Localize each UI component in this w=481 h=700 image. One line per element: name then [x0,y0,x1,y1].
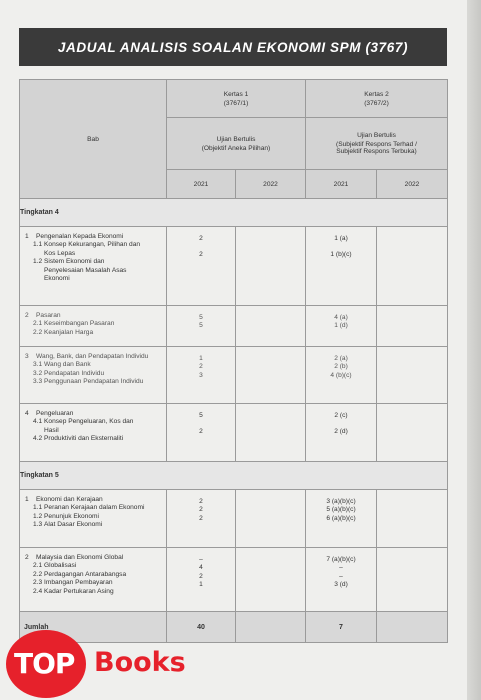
topic-cell: 3 Wang, Bank, dan Pendapatan Individu 3.1 Wang dan Bank 3.2 Pendapatan Individu 3.3 Penggunaan Pendapatan Individu [20,347,167,404]
topic-cell: 1 Pengenalan Kepada Ekonomi 1.1 Konsep Kekurangan, Pilihan dan Kos Lepas 1.2 Sistem Ekonomi dan Penyelesaian Masalah Asas Ekonomi [20,227,167,306]
year-k1-2021: 2021 [167,170,236,199]
k1-2021-values: 5 5 [167,306,236,347]
k1-2021-values: – 4 2 1 [167,548,236,612]
topic-cell: 2 Pasaran 2.1 Keseimbangan Pasaran 2.2 Keanjalan Harga [20,306,167,347]
k2-2021-values: 7 (a)(b)(c) – – 3 (d) [306,548,377,612]
page-edge [467,0,481,700]
k1-2022-values [236,347,306,404]
k1-2021-values: 1 2 3 [167,347,236,404]
table-row [20,306,448,347]
logo-top-text: TOP [14,647,75,680]
k2-2021-values: 1 (a) 1 (b)(c) [306,227,377,306]
k2-2022-values [377,306,448,347]
k1-2021-values: 2 2 2 [167,490,236,548]
section-tingkatan-4: Tingkatan 4 [20,199,448,227]
k2-2022-values [377,404,448,462]
k2-2022-values [377,490,448,548]
table-row [20,404,448,462]
total-label: Jumlah [20,612,167,643]
kertas2-type: Ujian Bertulis (Subjektif Respons Terhad / Subjektif Respons Terbuka) [306,118,448,170]
kertas1-type: Ujian Bertulis (Objektif Aneka Pilihan) [167,118,306,170]
total-k1-2021: 40 [167,612,236,643]
topbooks-logo [6,630,206,692]
k2-2022-values [377,548,448,612]
total-k2-2022 [377,612,448,643]
year-k2-2022: 2022 [377,170,448,199]
section-tingkatan-5: Tingkatan 5 [20,462,448,490]
k1-2021-values: 2 2 [167,227,236,306]
k2-2021-values: 2 (c) 2 (d) [306,404,377,462]
k2-2021-values: 3 (a)(b)(c) 5 (a)(b)(c) 6 (a)(b)(c) [306,490,377,548]
table-row [20,347,448,404]
kertas1-header: Kertas 1 (3767/1) [167,80,306,118]
k1-2022-values [236,490,306,548]
k2-2021-values: 4 (a) 1 (d) [306,306,377,347]
table-row [20,490,448,548]
analysis-table [19,79,448,643]
table-row [20,548,448,612]
page-title: JADUAL ANALISIS SOALAN EKONOMI SPM (3767) [19,28,447,66]
bab-header: Bab [20,80,167,199]
kertas2-header: Kertas 2 (3767/2) [306,80,448,118]
topic-cell: 2 Malaysia dan Ekonomi Global 2.1 Globalisasi 2.2 Perdagangan Antarabangsa 2.3 Imbangan Pembayaran 2.4 Kadar Pertukaran Asing [20,548,167,612]
k2-2022-values [377,227,448,306]
logo-books-text: Books [94,647,186,678]
year-k1-2022: 2022 [236,170,306,199]
topic-cell: 4 Pengeluaran 4.1 Konsep Pengeluaran, Kos dan Hasil 4.2 Produktiviti dan Eksternaliti [20,404,167,462]
year-k2-2021: 2021 [306,170,377,199]
k1-2021-values: 5 2 [167,404,236,462]
topic-cell: 1 Ekonomi dan Kerajaan 1.1 Peranan Kerajaan dalam Ekonomi 1.2 Penunjuk Ekonomi 1.3 Alat Dasar Ekonomi [20,490,167,548]
k1-2022-values [236,404,306,462]
k1-2022-values [236,227,306,306]
k2-2022-values [377,347,448,404]
k1-2022-values [236,548,306,612]
total-k1-2022 [236,612,306,643]
k1-2022-values [236,306,306,347]
table-row [20,227,448,306]
k2-2021-values: 2 (a) 2 (b) 4 (b)(c) [306,347,377,404]
total-k2-2021: 7 [306,612,377,643]
